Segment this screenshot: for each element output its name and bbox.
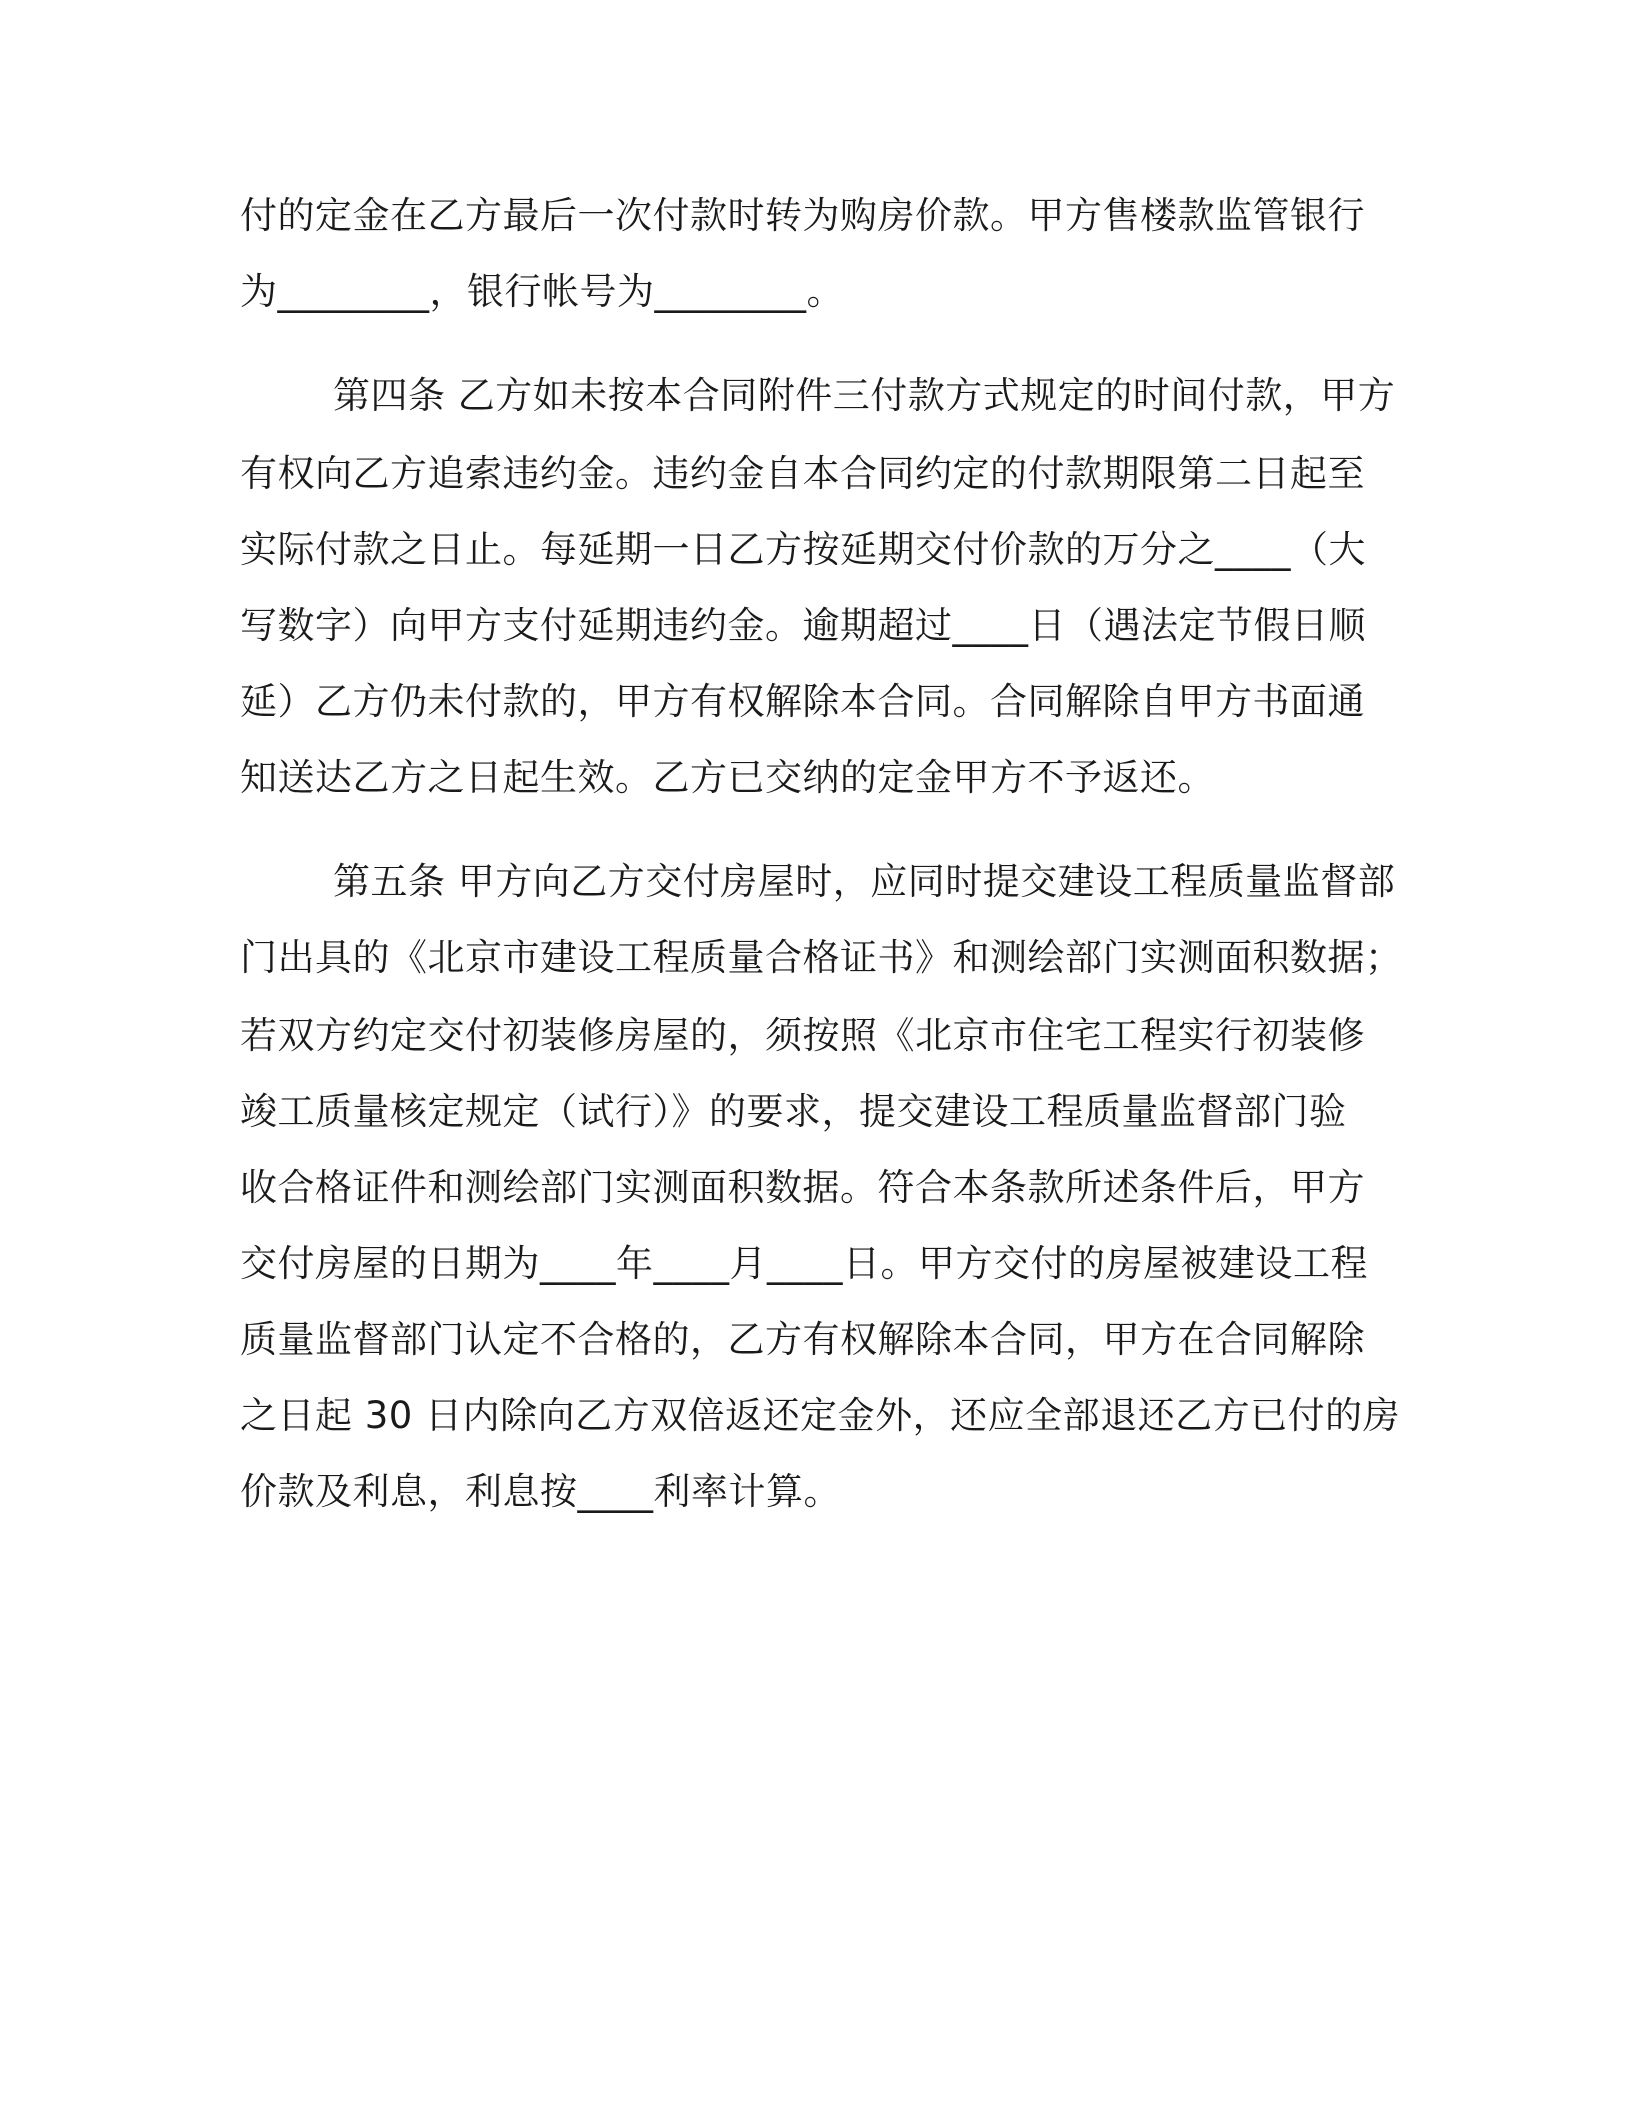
article-5-line-9: 价款及利息，利息按____利率计算。 [240, 1470, 841, 1513]
article-4-line-5: 延）乙方仍未付款的，甲方有权解除本合同。合同解除自甲方书面通 [240, 680, 1365, 723]
article-5-line-3: 若双方约定交付初装修房屋的，须按照《北京市住宅工程实行初装修 [240, 1014, 1365, 1057]
article-5-line-8: 之日起 30 日内除向乙方双倍返还定金外，还应全部退还乙方已付的房 [240, 1394, 1401, 1437]
article-5-line-6: 交付房屋的日期为____年____月____日。甲方交付的房屋被建设工程 [240, 1242, 1368, 1285]
article-4-line-3: 实际付款之日止。每延期一日乙方按延期交付价款的万分之____（大 [240, 528, 1366, 571]
article-4-line-6: 知送达乙方之日起生效。乙方已交纳的定金甲方不予返还。 [240, 756, 1215, 799]
article-4-line-2: 有权向乙方追索违约金。违约金自本合同约定的付款期限第二日起至 [240, 452, 1365, 495]
article-5-line-2: 门出具的《北京市建设工程质量合格证书》和测绘部门实测面积数据； [240, 936, 1403, 979]
article-4-line-1: 第四条 乙方如未按本合同附件三付款方式规定的时间付款，甲方 [333, 374, 1396, 417]
article-4-line-4: 写数字）向甲方支付延期违约金。逾期超过____日（遇法定节假日顺 [240, 604, 1366, 647]
article-5-line-7: 质量监督部门认定不合格的，乙方有权解除本合同，甲方在合同解除 [240, 1318, 1365, 1361]
article-5-line-5: 收合格证件和测绘部门实测面积数据。符合本条款所述条件后，甲方 [240, 1166, 1365, 1209]
article-5-line-4: 竣工质量核定规定（试行）》的要求，提交建设工程质量监督部门验 [240, 1090, 1347, 1133]
paragraph-1-line-1: 付的定金在乙方最后一次付款时转为购房价款。甲方售楼款监管银行 [240, 194, 1365, 237]
article-5-line-1: 第五条 甲方向乙方交付房屋时，应同时提交建设工程质量监督部 [333, 860, 1396, 903]
paragraph-1-line-2: 为________，银行帐号为________。 [240, 270, 844, 313]
